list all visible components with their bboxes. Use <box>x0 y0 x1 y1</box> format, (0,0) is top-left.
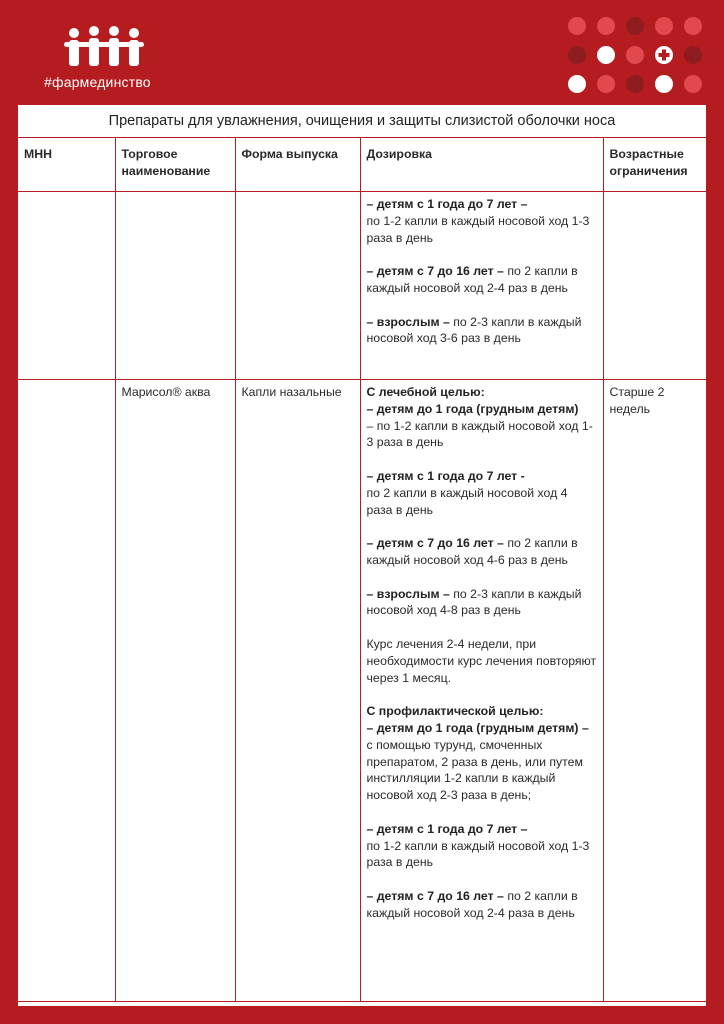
dot <box>568 46 586 64</box>
dot <box>626 75 644 93</box>
dot <box>684 17 702 35</box>
dosage-segment <box>367 703 597 804</box>
dosage-segment <box>367 821 597 871</box>
column-header-mnn: МНН <box>18 138 115 192</box>
table-header-row <box>18 138 706 192</box>
cell-form: Капли назальные <box>235 380 360 1002</box>
dosage-text: по 2 капли в каждый носовой ход 2-4 раз в день <box>366 264 578 295</box>
dosage-text: с помощью турунд, смоченных препаратом, 2 раза в день, или путем инстилляции 1-2 капли в каждый носовой ход 2-3 раза в день; <box>366 737 583 803</box>
table-title: Препараты для увлажнения, очищения и защиты слизистой оболочки носа <box>18 105 706 138</box>
dot <box>597 46 615 64</box>
dosage-text: по 1-2 капли в каждый носовой ход 1-3 раза в день <box>366 838 590 870</box>
dosage-segment <box>367 314 597 348</box>
dosage-segment <box>367 535 597 569</box>
dot <box>684 75 702 93</box>
dosage-group: – детям с 1 года до 7 лет - <box>366 468 525 483</box>
column-header-trade-name: Торговое наименование <box>115 138 235 192</box>
drug-table <box>18 138 706 1002</box>
cell-trade-name <box>115 192 235 380</box>
dosage-segment <box>367 888 597 922</box>
dosage-segment <box>367 586 597 620</box>
column-header-dosage: Дозировка <box>360 138 603 192</box>
cell-form <box>235 192 360 380</box>
decorative-dots <box>568 17 704 97</box>
dot <box>684 46 702 64</box>
dosage-group: – детям с 7 до 16 лет – <box>366 888 504 903</box>
dosage-text: – по 1-2 капли в каждый носовой ход 1-3 раза в день <box>366 418 593 450</box>
cell-mnn <box>18 380 115 1002</box>
table-row <box>18 192 706 380</box>
dosage-group: – детям до 1 года (грудным детям) – <box>366 720 589 735</box>
cell-age <box>603 192 706 380</box>
dosage-text: по 2 капли в каждый носовой ход 4-6 раз в день <box>366 536 578 567</box>
brand-logo <box>44 26 164 92</box>
dosage-group: – детям с 7 до 16 лет – <box>366 264 504 279</box>
dosage-group: – детям с 1 года до 7 лет – <box>366 197 528 211</box>
dosage-text: по 2 капли в каждый носовой ход 4 раза в день <box>366 485 568 517</box>
dosage-segment <box>367 263 597 297</box>
table-row <box>18 380 706 1002</box>
dot <box>626 46 644 64</box>
people-group-icon <box>64 26 144 70</box>
cell-age: Старше 2 недель <box>603 380 706 1002</box>
column-header-form: Форма выпуска <box>235 138 360 192</box>
dosage-segment <box>367 468 597 518</box>
dosage-group: – взрослым – <box>366 314 450 329</box>
dot <box>568 75 586 93</box>
cell-trade-name: Марисол® аква <box>115 380 235 1002</box>
dosage-text: по 1-2 капли в каждый носовой ход 1-3 раза в день <box>366 213 590 245</box>
cell-mnn <box>18 192 115 380</box>
dot <box>597 75 615 93</box>
column-header-age: Возрастные ограничения <box>603 138 706 192</box>
dot <box>597 17 615 35</box>
dosage-heading: С профилактической целью: <box>366 704 544 719</box>
dosage-text: по 2-3 капли в каждый носовой ход 3-6 раз в день <box>366 314 582 346</box>
dosage-heading: С лечебной целью: <box>366 385 485 399</box>
cell-dosage <box>360 380 603 1002</box>
dosage-group: – детям с 1 года до 7 лет – <box>366 821 528 836</box>
dosage-segment <box>367 636 597 686</box>
dot <box>568 17 586 35</box>
dosage-segment <box>367 196 597 246</box>
dosage-text: по 2-3 капли в каждый носовой ход 4-8 раз в день <box>366 586 582 618</box>
dosage-group: – детям с 7 до 16 лет – <box>366 536 504 551</box>
dosage-segment <box>367 384 597 451</box>
cross-icon <box>655 46 673 64</box>
document-sheet <box>18 105 706 1006</box>
dot <box>655 75 673 93</box>
dot <box>655 17 673 35</box>
cell-dosage <box>360 192 603 380</box>
dosage-group: – взрослым – <box>366 586 450 601</box>
dosage-group: – детям до 1 года (грудным детям) <box>366 401 579 416</box>
dot <box>626 17 644 35</box>
dosage-text: Курс лечения 2-4 недели, при необходимости курс лечения повторяют через 1 месяц. <box>366 636 597 685</box>
brand-hashtag: #фармединство <box>44 74 151 90</box>
dosage-text: по 2 капли в каждый носовой ход 2-4 раза в день <box>366 888 578 920</box>
